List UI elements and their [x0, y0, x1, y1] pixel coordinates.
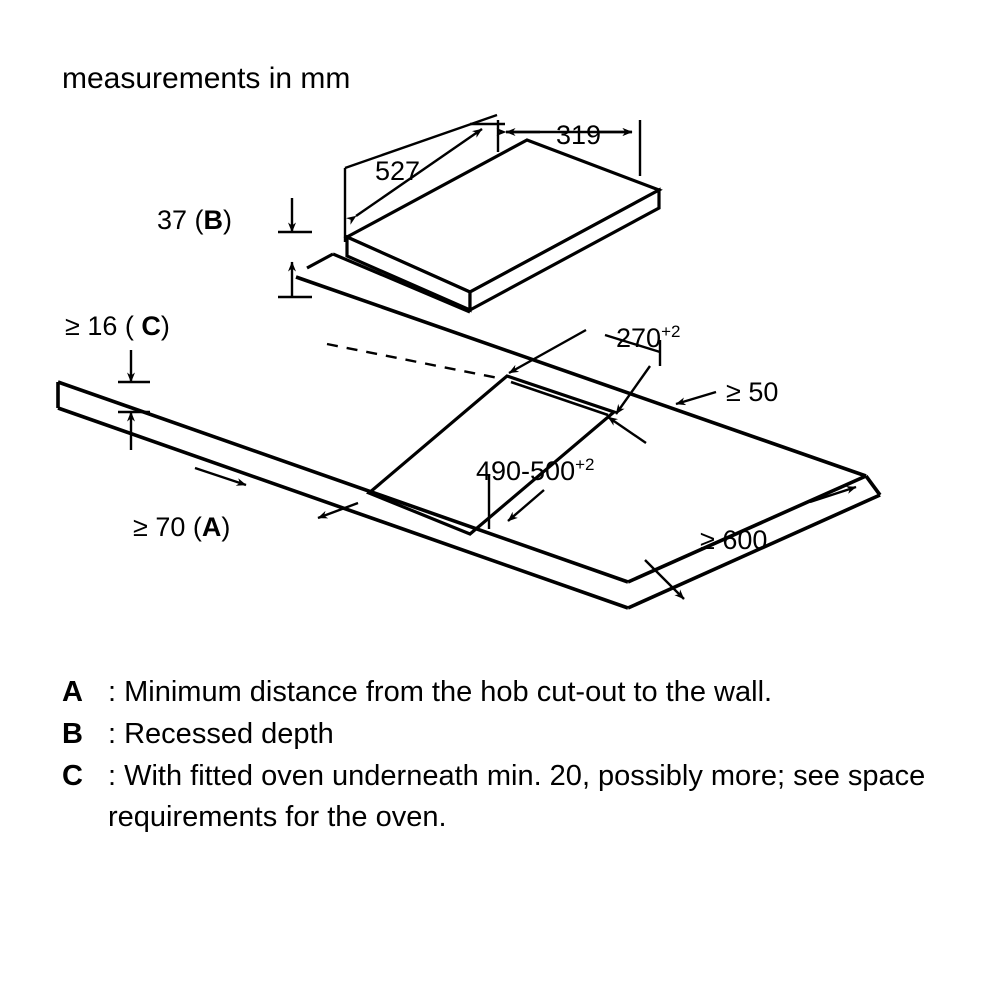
dimension-490-500-tolerance: +2	[575, 455, 595, 474]
dim-arrow-490-lower	[508, 490, 544, 521]
dimension-label-319	[556, 122, 601, 149]
dimension-70-key: A	[201, 512, 222, 542]
dimension-37-key: B	[203, 205, 224, 235]
dimension-label-50	[726, 379, 778, 406]
dimension-37-value: 37 (	[157, 205, 204, 235]
dimension-label-490-500	[476, 456, 594, 485]
projection-dashed-line	[327, 344, 498, 378]
dimension-16-value: ≥ 16 (	[65, 311, 142, 341]
dimension-50-value: ≥ 50	[726, 377, 779, 407]
dimension-70-tail: )	[221, 512, 231, 542]
dimension-label-527	[375, 158, 420, 185]
dimension-527-value: 527	[375, 156, 421, 186]
dimension-70-value: ≥ 70 (	[133, 512, 202, 542]
legend-item-a	[62, 672, 942, 714]
legend	[62, 672, 942, 839]
dimension-16-tail: )	[160, 311, 170, 341]
dimension-490-500-value: 490-500	[476, 456, 576, 486]
legend-key-c: C	[62, 759, 83, 792]
worktop-back-edge	[296, 277, 866, 476]
dim-arrow-490-upper	[608, 417, 646, 443]
dimension-319-value: 319	[556, 120, 602, 150]
dimension-270-tolerance: +2	[661, 322, 681, 341]
dimension-270-value: 270	[616, 323, 662, 353]
dimension-label-270	[616, 323, 680, 352]
dimension-600-value: ≥ 600	[700, 525, 768, 555]
hob-rim-left	[307, 254, 333, 268]
dimension-label-70-a	[133, 514, 230, 541]
dimension-16-key: C	[141, 311, 161, 341]
dimension-label-37-b	[157, 207, 232, 234]
legend-item-b	[62, 714, 942, 756]
dimension-37-tail: )	[223, 205, 233, 235]
dim-arrow-50	[676, 392, 716, 404]
legend-text-b: : Recessed depth	[108, 717, 334, 750]
dimension-label-16-c	[65, 313, 170, 340]
dimension-label-600	[700, 527, 767, 554]
legend-key-a: A	[62, 676, 83, 708]
legend-item-c	[62, 756, 942, 840]
cutout-lip	[511, 382, 608, 415]
legend-text-a: : Minimum distance from the hob cut-out to the wall.	[108, 676, 773, 708]
page-title: measurements in mm	[62, 62, 351, 95]
legend-key-b: B	[62, 717, 83, 750]
worktop-right-end-cap	[866, 476, 880, 495]
legend-text-c: : With fitted oven underneath min. 20, possibly more; see space requirements for the oven.	[108, 759, 926, 834]
